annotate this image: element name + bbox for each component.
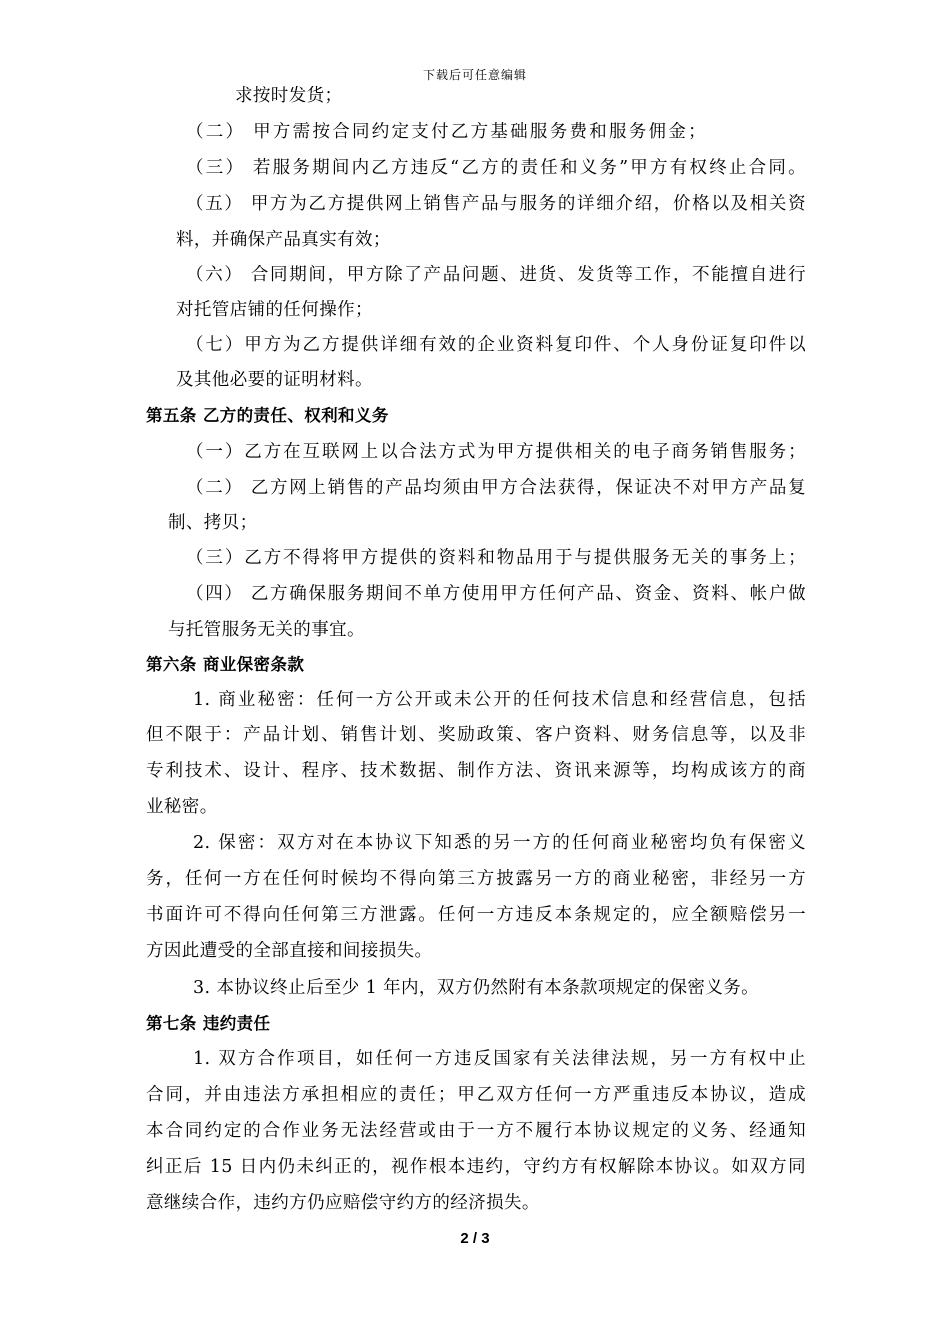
text-line: 本合同约定的合作业务无法经营或由于一方不履行本协议规定的义务、经通知 bbox=[146, 1121, 806, 1141]
section-heading: 第六条 商业保密条款 bbox=[146, 655, 305, 674]
text-line: 合同，并由违法方承担相应的责任；甲乙双方任何一方严重违反本协议，造成 bbox=[146, 1085, 806, 1105]
text-line: 料，并确保产品真实有效； bbox=[176, 230, 391, 250]
text-line: 求按时发货； bbox=[235, 86, 343, 106]
text-line: 3. 本协议终止后至少 1 年内，双方仍然附有本条款项规定的保密义务。 bbox=[193, 978, 760, 998]
text-line: 2. 保密：双方对在本协议下知悉的另一方的任何商业秘密均负有保密义 bbox=[193, 833, 806, 853]
text-line: 纠正后 15 日内仍未纠正的，视作根本违约，守约方有权解除本协议。如双方同 bbox=[146, 1157, 806, 1177]
text-line: （七）甲方为乙方提供详细有效的企业资料复印件、个人身份证复印件以 bbox=[186, 335, 806, 355]
text-line: 方因此遭受的全部直接和间接损失。 bbox=[146, 941, 433, 961]
text-line: 书面许可不得向任何第三方泄露。任何一方违反本条规定的，应全额赔偿另一 bbox=[146, 905, 806, 925]
text-line: 与托管服务无关的事宜。 bbox=[168, 620, 365, 640]
text-line: 制、拷贝； bbox=[168, 513, 258, 533]
text-line: （六） 合同期间，甲方除了产品问题、进货、发货等工作，不能擅自进行 bbox=[186, 265, 806, 285]
section-heading: 第七条 违约责任 bbox=[146, 1014, 271, 1033]
text-line: 业秘密。 bbox=[146, 797, 218, 817]
page-number: 2 / 3 bbox=[460, 1230, 490, 1247]
text-line: 及其他必要的证明材料。 bbox=[176, 370, 373, 390]
text-line: 对托管店铺的任何操作； bbox=[176, 300, 373, 320]
section-heading: 第五条 乙方的责任、权利和义务 bbox=[146, 406, 389, 425]
text-line: 专利技术、设计、程序、技术数据、制作方法、资讯来源等，均构成该方的商 bbox=[146, 761, 806, 781]
text-line: 1. 商业秘密：任何一方公开或未公开的任何技术信息和经营信息，包括 bbox=[193, 690, 806, 710]
text-line: 务，任何一方在任何时候均不得向第三方披露另一方的商业秘密，非经另一方 bbox=[146, 869, 806, 889]
text-line: 意继续合作，违约方仍应赔偿守约方的经济损失。 bbox=[146, 1193, 540, 1213]
text-line: 1. 双方合作项目，如任何一方违反国家有关法律法规，另一方有权中止 bbox=[193, 1049, 806, 1069]
text-line: （二） 甲方需按合同约定支付乙方基础服务费和服务佣金； bbox=[186, 122, 706, 142]
text-line: （三） 若服务期间内乙方违反“乙方的责任和义务”甲方有权终止合同。 bbox=[186, 158, 806, 178]
page-header: 下载后可任意编辑 bbox=[422, 68, 527, 82]
text-line: （二） 乙方网上销售的产品均须由甲方合法获得，保证决不对甲方产品复 bbox=[186, 478, 806, 498]
text-line: （四） 乙方确保服务期间不单方使用甲方任何产品、资金、资料、帐户做 bbox=[186, 584, 806, 604]
text-line: （一）乙方在互联网上以合法方式为甲方提供相关的电子商务销售服务； bbox=[186, 442, 806, 462]
text-line: （三）乙方不得将甲方提供的资料和物品用于与提供服务无关的事务上； bbox=[186, 548, 806, 568]
text-line: （五） 甲方为乙方提供网上销售产品与服务的详细介绍，价格以及相关资 bbox=[186, 194, 806, 214]
text-line: 但不限于：产品计划、销售计划、奖励政策、客户资料、财务信息等，以及非 bbox=[146, 725, 806, 745]
